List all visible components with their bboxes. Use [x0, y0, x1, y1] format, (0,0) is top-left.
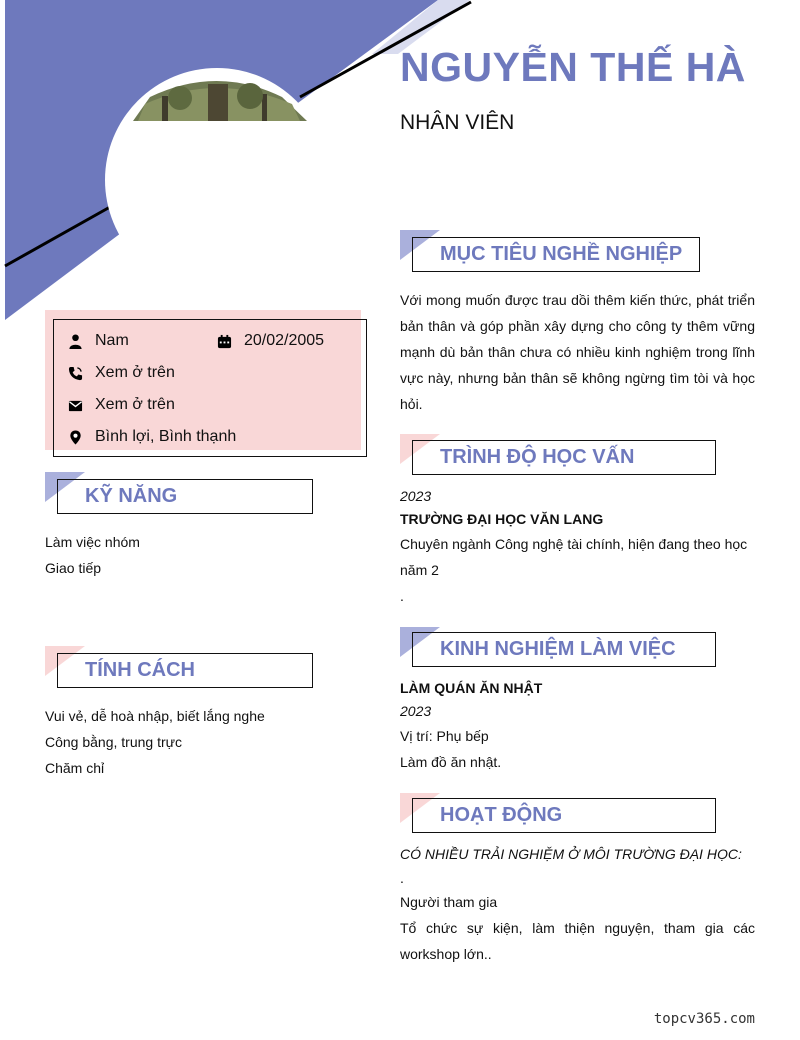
- mail-icon: [68, 398, 83, 413]
- phone-icon: [68, 366, 83, 381]
- education-major: Chuyên ngành Công nghệ tài chính, hiện đang theo học: [400, 536, 748, 552]
- gender-value: Nam: [95, 332, 129, 349]
- activities-heading: CÓ NHIỀU TRẢI NGHIỆM Ở MÔI TRƯỜNG ĐẠI HỌC:: [400, 846, 742, 862]
- address-value: Bình lợi, Bình thạnh: [95, 428, 237, 445]
- education-major-continued: năm 2: [400, 562, 439, 578]
- personality-item: Chăm chỉ: [45, 760, 105, 776]
- personality-item: Công bằng, trung trực: [45, 734, 183, 750]
- person-icon: [68, 334, 83, 349]
- activities-note: .: [400, 870, 404, 886]
- objective-title: MỤC TIÊU NGHỀ NGHIỆP: [440, 243, 683, 265]
- education-school: TRƯỜNG ĐẠI HỌC VĂN LANG: [400, 511, 604, 527]
- contact-email: [68, 396, 175, 414]
- calendar-icon: [217, 334, 232, 349]
- experience-description: Làm đồ ăn nhật.: [400, 754, 502, 770]
- skills-title: KỸ NĂNG: [85, 485, 178, 507]
- contact-address: [68, 428, 236, 446]
- job-title: NHÂN VIÊN: [400, 111, 515, 134]
- contact-phone: [68, 364, 175, 382]
- skill-item: Làm việc nhóm: [45, 534, 140, 550]
- candidate-name: NGUYỄN THẾ HÀ: [400, 44, 746, 90]
- experience-year: 2023: [400, 703, 432, 719]
- experience-company: LÀM QUÁN ĂN NHẬT: [400, 680, 543, 696]
- objective-text: Với mong muốn được trau dồi thêm kiến thức, phát triển bản thân và góp phần xây dựng cho công ty thêm vững mạnh dù bản thân chưa có nhiều kinh nghiệm trong lĩnh vực này, nhưng bản thân sẽ không ngừng tìm tòi và học hỏi.: [400, 292, 755, 412]
- contact-gender: [68, 332, 129, 350]
- experience-title: KINH NGHIỆM LÀM VIỆC: [440, 638, 676, 660]
- activities-role: Người tham gia: [400, 894, 498, 910]
- activities-title: HOẠT ĐỘNG: [440, 804, 563, 826]
- personality-item: Vui vẻ, dễ hoà nhập, biết lắng nghe: [45, 708, 265, 724]
- contact-birthday: [217, 332, 324, 350]
- experience-position: Vị trí: Phụ bếp: [400, 728, 489, 744]
- skill-item: Giao tiếp: [45, 560, 102, 576]
- activities-description: Tổ chức sự kiện, làm thiện nguyện, tham gia các workshop lớn..: [400, 920, 755, 962]
- footer-site: topcv365.com: [653, 1011, 755, 1027]
- personality-title: TÍNH CÁCH: [85, 659, 195, 681]
- education-year: 2023: [400, 488, 432, 504]
- email-value: Xem ở trên: [95, 396, 175, 413]
- education-title: TRÌNH ĐỘ HỌC VẤN: [440, 446, 635, 468]
- location-icon: [68, 430, 83, 445]
- phone-value: Xem ở trên: [95, 364, 175, 381]
- birthday-value: 20/02/2005: [244, 332, 325, 349]
- education-note: .: [400, 588, 404, 604]
